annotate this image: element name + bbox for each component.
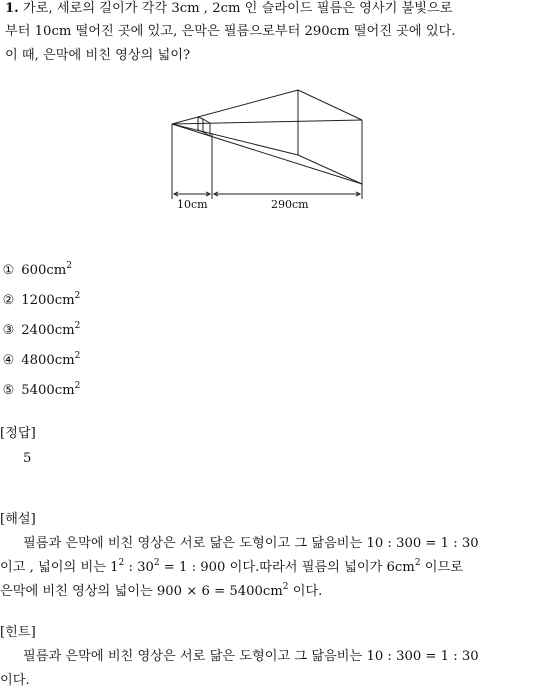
label-10cm: 10cm [177, 198, 208, 211]
choice-3[interactable]: ③ $2400cm^2$ [2, 320, 81, 338]
explanation-header: [해설] [0, 512, 36, 527]
projection-diagram [168, 84, 368, 212]
answer-header: [정답] [0, 426, 36, 441]
choice-1[interactable]: ① $600cm^2$ [2, 260, 72, 278]
explanation-line-3: 은막에 비친 영상의 넓이는 $900 \times 6 = 5400cm^2$ 이다. [0, 581, 323, 599]
hint-line-1: 필름과 은막에 비친 영상은 서로 닮은 도형이고 그 닮음비는 10 : 300 = 1 : 30 [23, 649, 479, 664]
ray-top [172, 90, 298, 124]
choice-4[interactable]: ④ $4800cm^2$ [2, 350, 81, 368]
screen-top-edge [298, 90, 362, 120]
ray-bottom [172, 124, 298, 155]
answer-value: 5 [23, 451, 32, 466]
explanation-line-1: 필름과 은막에 비친 영상은 서로 닮은 도형이고 그 닮음비는 10 : 300 = 1 : 30 [23, 536, 479, 551]
question-number: 1. [5, 1, 19, 16]
question-text-1: 가로, 세로의 길이가 각각 3cm , 2cm 인 슬라이드 필름은 영사기 불빛으로 [22, 1, 453, 16]
explanation-line-2: 이고 , 넓이의 비는 $1^2$ : $30^2 = 1$ : 900 이다.따라서 필름의 넓이가 $6cm^2$ 이므로 [0, 557, 463, 575]
film-rect [198, 117, 203, 132]
hint-line-2: 이다. [0, 673, 30, 688]
ray-right [172, 120, 362, 124]
hint-header: [힌트] [0, 625, 36, 640]
choice-2[interactable]: ② $1200cm^2$ [2, 290, 81, 308]
label-290cm: 290cm [271, 198, 309, 211]
film-top [203, 119, 210, 123]
choice-5[interactable]: ⑤ $5400cm^2$ [2, 380, 81, 398]
question-line-3: 이 때, 은막에 비친 영상의 넓이? [5, 48, 191, 63]
ray-bottom-right [172, 124, 362, 184]
screen-bottom-edge [298, 155, 362, 184]
question-line-1 [5, 0, 453, 18]
question-line-2: 부터 10cm 떨어진 곳에 있고, 은막은 필름으로부터 290cm 떨어진 곳에 있다. [5, 24, 456, 39]
